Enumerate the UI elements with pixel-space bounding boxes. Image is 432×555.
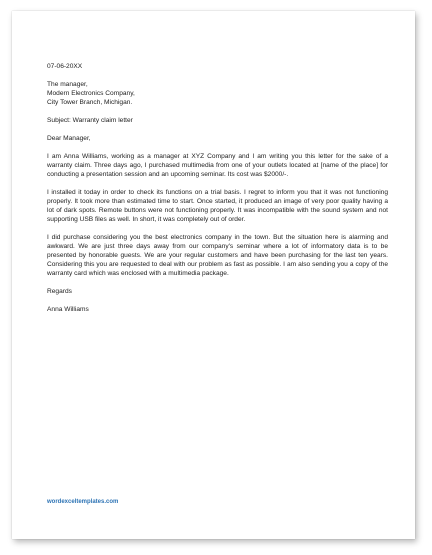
letter-subject: Subject: Warranty claim letter [47, 117, 133, 124]
recipient-line: Modern Electronics Company, [47, 90, 135, 97]
letter-body [47, 62, 388, 314]
letter-date: 07-06-20XX [47, 63, 83, 70]
letter-paragraph: I am Anna Williams, working as a manager at XYZ Company and I am writing you this letter for the sake of a warranty claim. Three days ago, I purchased multimedia from one of your outlets located at [name of the place] for conducting a presentation session and an upcoming seminar. Its cost was $2000/-. [47, 153, 388, 178]
letter-paragraph: I installed it today in order to check its functions on a trial basis. I regret to inform you that it was not functioning properly. It took more than estimated time to start. Once started, it produced an image of very poor quality having a lot of dark spots. Remote buttons were not functioning properly. It was incompatible with the sound system and not supporting USB files as well. In short, it was completely out of order. [47, 189, 388, 223]
recipient-line: City Tower Branch, Michigan. [47, 99, 133, 106]
letter-salutation: Dear Manager, [47, 135, 91, 142]
letter-paragraph: I did purchase considering you the best electronics company in the town. But the situation here is alarming and awkward. We are just three days away from our company's seminar where a lot of informatory data is to be presented by honorable guests. We are your regular customers and have been purchasing for the last ten years. Considering this you are requested to deal with our problem as fast as possible. I am also sending you a copy of the warranty card which was enclosed with a multimedia package. [47, 234, 388, 277]
letter-signature: Anna Williams [47, 306, 89, 313]
document-page [12, 11, 415, 539]
recipient-address [47, 80, 388, 107]
recipient-line: The manager, [47, 81, 88, 88]
footer-website-link[interactable]: wordexceltemplates.com [47, 499, 119, 505]
letter-closing: Regards [47, 288, 72, 295]
